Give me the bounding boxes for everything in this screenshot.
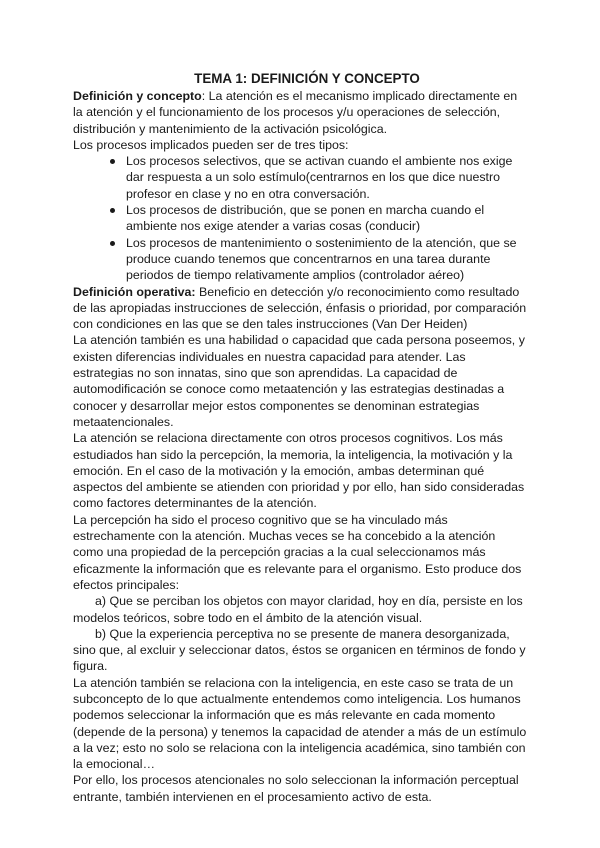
effect-b: b) Que la experiencia perceptiva no se presente de manera desorganizada, sino que, al excluir y seleccionar datos, éstos se organicen en términos de fondo y figura. (73, 626, 526, 674)
definition-paragraph (73, 88, 527, 137)
list-item: Los procesos selectivos, que se activan cuando el ambiente nos exige dar respuesta a un solo estímulo(centrarnos en los que dice nuestro profesor en clase y no en otra conversación. (73, 153, 527, 202)
cognitive-paragraph: La atención se relaciona directamente con otros procesos cognitivos. Los más estudiados han sido la percepción, la memoria, la inteligencia, la motivación y la emoción. En el caso de la motivación y la emoción, ambas determinan qué aspectos del ambiente se atienden con prioridad y por ello, han sido consideradas como factores determinantes de la atención. (73, 431, 525, 511)
page-title: TEMA 1: DEFINICIÓN Y CONCEPTO (194, 71, 420, 86)
bullet-icon (110, 208, 115, 213)
document-body (73, 70, 527, 805)
bullet-icon (110, 159, 115, 164)
perception-paragraph: La percepción ha sido el proceso cognitivo que se ha vinculado más estrechamente con la atención. Muchas veces se ha concebido a la atención como una propiedad de la percepción gracias a la cual seleccionamos más eficazmente la información que es relevante para el organismo. Esto produce dos efectos principales: (73, 512, 522, 592)
operative-definition-paragraph (73, 284, 527, 333)
bullet-icon (110, 241, 115, 246)
definition-label: Definición y concepto (73, 89, 202, 103)
process-list (73, 153, 527, 283)
intelligence-paragraph: La atención también se relaciona con la inteligencia, en este caso se trata de un subconcepto de lo que actualmente entendemos como inteligencia. Los humanos podemos seleccionar la información que es más relevante en cada momento (depende de la persona) y tenemos la capacidad de atender a más de un estímulo a la vez; esto no solo se relaciona con la inteligencia académica, sino también con la emocional… (73, 675, 527, 772)
operative-definition-text: Beneficio en detección y/o reconocimiento como resultado de las apropiadas instrucciones de selección, énfasis o prioridad, por comparación con condiciones en las que se den tales instrucciones (Van Der Heiden) (73, 284, 527, 332)
conclusion-paragraph: Por ello, los procesos atencionales no solo seleccionan la información perceptual entrante, también intervienen en el procesamiento activo de esta. (73, 773, 519, 804)
definition-text: : La atención es el mecanismo implicado directamente en la atención y el funcionamiento de los procesos y/u operaciones de selección, distribución y mantenimiento de la activación psicológica. (73, 89, 518, 136)
list-item: Los procesos de mantenimiento o sostenimiento de la atención, que se produce cuando tenemos que concentrarnos en una tarea durante periodos de tiempo relativamente amplios (controlador aéreo) (73, 235, 527, 284)
operative-definition-label: Definición operativa: (73, 284, 196, 299)
processes-intro: Los procesos implicados pueden ser de tres tipos: (73, 137, 349, 152)
list-item: Los procesos de distribución, que se ponen en marcha cuando el ambiente nos exige atender a varias cosas (conducir) (73, 202, 527, 235)
effect-a: a) Que se perciban los objetos con mayor claridad, hoy en día, persiste en los modelos teóricos, sobre todo en el ámbito de la atención visual. (73, 594, 523, 625)
skill-paragraph: La atención también es una habilidad o capacidad que cada persona poseemos, y existen diferencias individuales en nuestra capacidad para atender. Las estrategias no son innatas, sino que son aprendidas. La capacidad de automodificación se conoce como metaatención y las estrategias destinadas a conocer y desarrollar mejor estos componentes se denominan estrategias metaatencionales. (73, 333, 525, 429)
